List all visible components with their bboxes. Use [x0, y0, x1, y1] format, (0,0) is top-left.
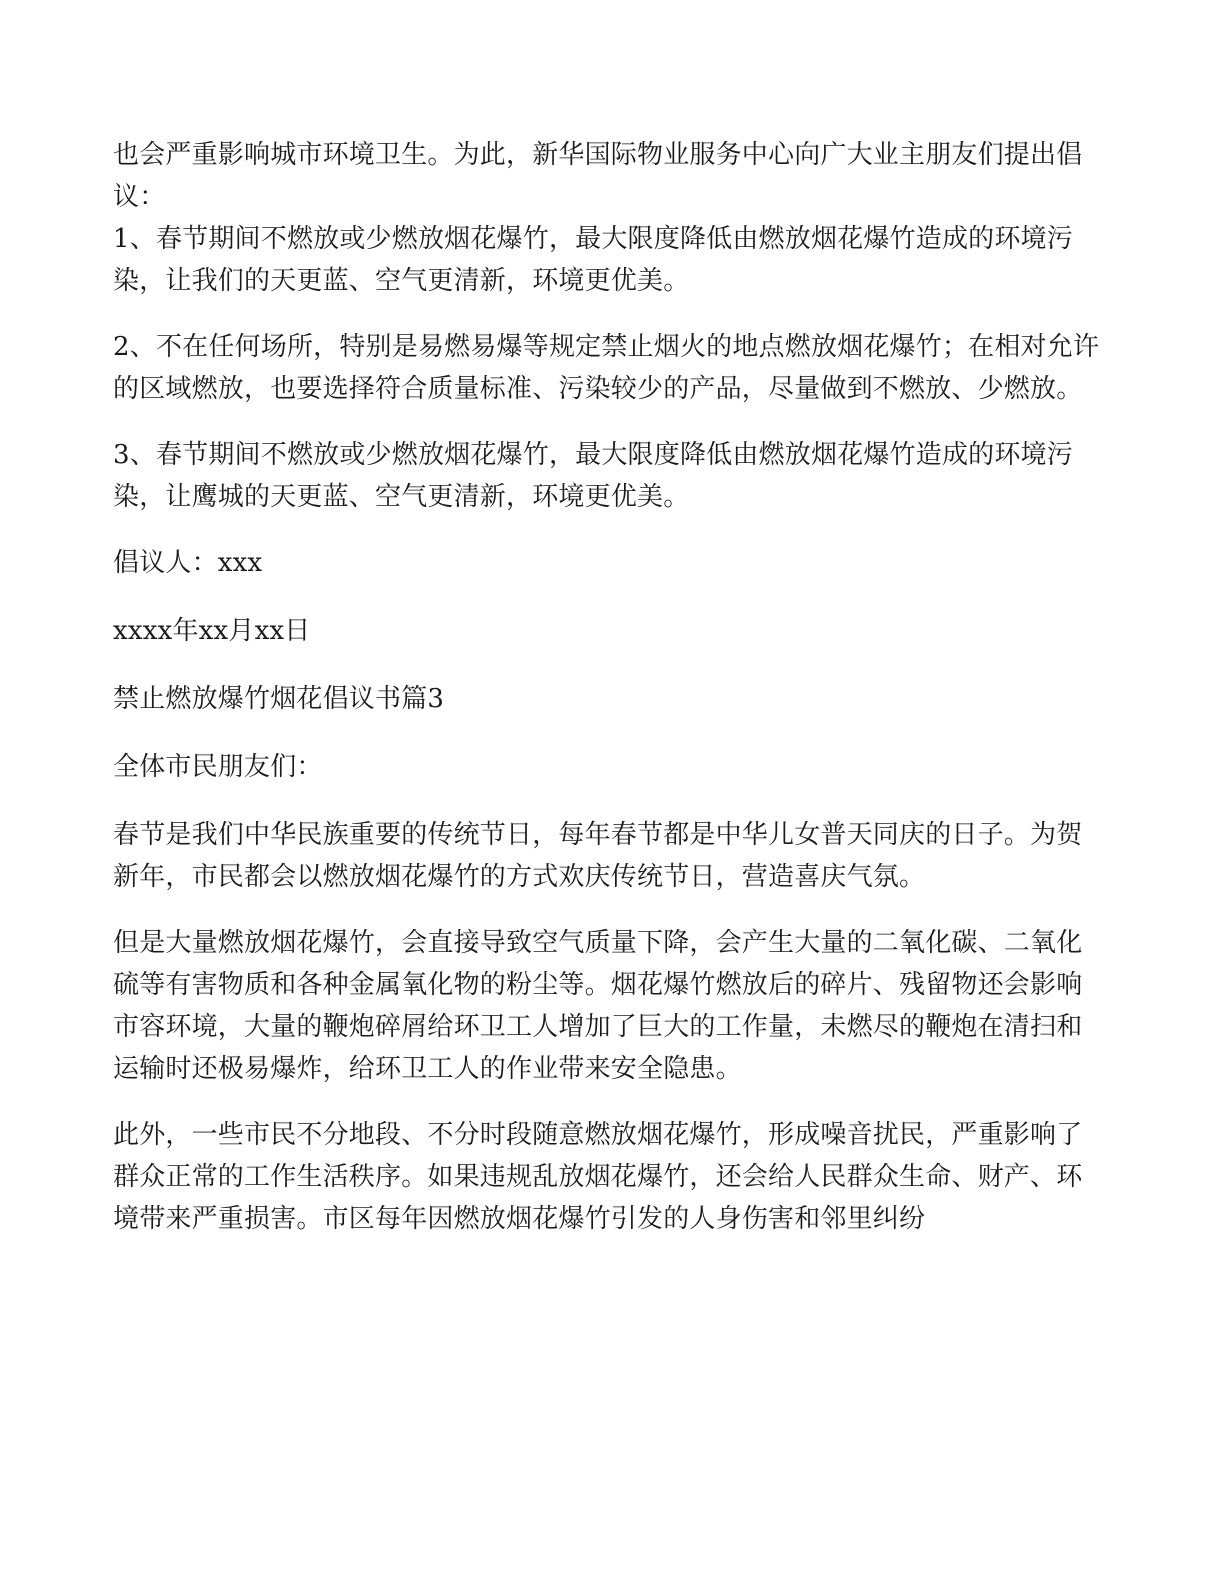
paragraph-noise: 此外，一些市民不分地段、不分时段随意燃放烟花爆竹，形成噪音扰民，严重影响了群众正常的工作生活秩序。如果违规乱放烟花爆竹，还会给人民群众生命、财产、环境带来严重损害。市区每年因燃放烟花爆竹引发的人身伤害和邻里纠纷: [113, 1120, 1083, 1234]
signatory-line: 倡议人：xxx: [113, 548, 263, 578]
paragraph-proposal-2: 2、不在任何场所，特别是易燃易爆等规定禁止烟火的地点燃放烟花爆竹；在相对允许的区域燃放，也要选择符合质量标准、污染较少的产品，尽量做到不燃放、少燃放。: [113, 332, 1100, 404]
paragraph-pollution: 但是大量燃放烟花爆竹，会直接导致空气质量下降，会产生大量的二氧化碳、二氧化硫等有害物质和各种金属氧化物的粉尘等。烟花爆竹燃放后的碎片、残留物还会影响市容环境，大量的鞭炮碎屑给环卫工人增加了巨大的工作量，未燃尽的鞭炮在清扫和运输时还极易爆炸，给环卫工人的作业带来安全隐患。: [113, 928, 1083, 1084]
paragraph-proposal-3: 3、春节期间不燃放或少燃放烟花爆竹，最大限度降低由燃放烟花爆竹造成的环境污染，让鹰城的天更蓝、空气更清新，环境更优美。: [113, 440, 1073, 512]
paragraph-proposal-1: 1、春节期间不燃放或少燃放烟花爆竹，最大限度降低由燃放烟花爆竹造成的环境污染，让我们的天更蓝、空气更清新，环境更优美。: [113, 224, 1073, 296]
paragraph-spring-festival: 春节是我们中华民族重要的传统节日，每年春节都是中华儿女普天同庆的日子。为贺新年，市民都会以燃放烟花爆竹的方式欢庆传统节日，营造喜庆气氛。: [113, 820, 1083, 892]
document-body: [113, 134, 1103, 1264]
salutation: 全体市民朋友们：: [113, 752, 323, 782]
section-title: 禁止燃放爆竹烟花倡议书篇3: [113, 684, 445, 714]
date-line: xxxx年xx月xx日: [113, 616, 311, 646]
paragraph-intro-continuation: 也会严重影响城市环境卫生。为此，新华国际物业服务中心向广大业主朋友们提出倡议：: [113, 140, 1083, 212]
